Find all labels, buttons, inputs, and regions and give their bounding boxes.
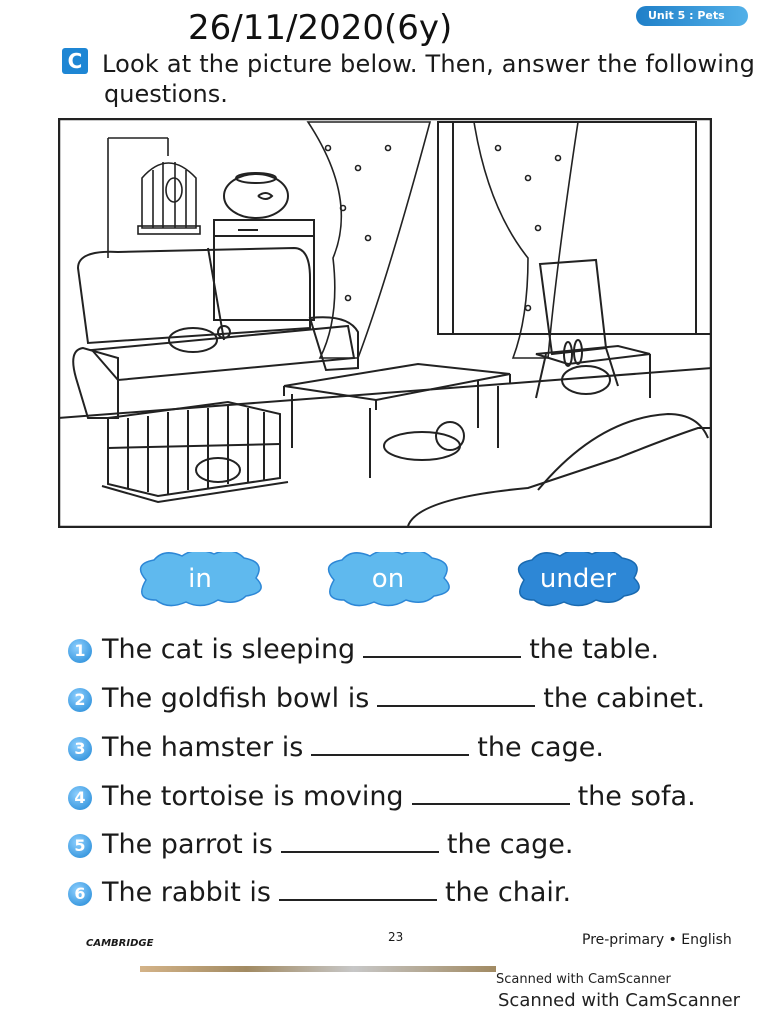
scanner-watermark-large: Scanned with CamScanner: [498, 990, 741, 1011]
question-4: [68, 777, 696, 817]
answer-blank[interactable]: [412, 777, 570, 805]
hamster-icon: [196, 458, 240, 482]
table: [284, 364, 510, 478]
unit-tag: Unit 5 : Pets: [636, 6, 748, 26]
word-on: on: [371, 564, 405, 594]
question-text: the cage.: [446, 829, 574, 860]
living-room-illustration: [58, 118, 712, 528]
question-number: 3: [68, 737, 92, 761]
answer-blank[interactable]: [281, 825, 439, 853]
cat-icon: [384, 422, 464, 460]
word-cloud-under: [504, 552, 652, 608]
question-text: the cabinet.: [543, 683, 706, 714]
question-number: 4: [68, 786, 92, 810]
question-text: The parrot is: [102, 829, 273, 860]
question-text: The cat is sleeping: [102, 634, 356, 665]
question-text: the sofa.: [577, 781, 696, 812]
question-text: The goldfish bowl is: [102, 683, 370, 714]
answer-blank[interactable]: [363, 630, 521, 658]
answer-blank[interactable]: [377, 679, 535, 707]
instruction-line-2: questions.: [104, 80, 228, 108]
question-text: the chair.: [444, 877, 572, 908]
word-under: under: [539, 564, 617, 594]
handwritten-date: 26/11/2020(6y): [188, 8, 453, 48]
page-number: 23: [388, 930, 404, 944]
question-number: 1: [68, 639, 92, 663]
word-in: in: [188, 564, 212, 594]
section-badge: C: [62, 48, 88, 74]
instruction-line-1: Look at the picture below. Then, answer the following: [102, 50, 756, 78]
goldfish-bowl: [224, 173, 288, 218]
question-3: [68, 728, 604, 768]
question-number: 6: [68, 882, 92, 906]
question-2: [68, 679, 705, 719]
question-6: [68, 873, 571, 913]
question-number: 5: [68, 834, 92, 858]
question-text: The rabbit is: [102, 877, 271, 908]
word-cloud-on: [314, 552, 462, 608]
question-text: The tortoise is moving: [102, 781, 404, 812]
series-label: Pre-primary • English: [582, 932, 732, 948]
question-text: the cage.: [477, 732, 604, 763]
hamster-cage: [102, 402, 288, 502]
question-number: 2: [68, 688, 92, 712]
sofa: [73, 248, 358, 418]
question-text: the table.: [529, 634, 660, 665]
answer-blank[interactable]: [311, 728, 469, 756]
publisher-logo: CAMBRIDGE: [86, 938, 154, 949]
answer-blank[interactable]: [279, 873, 437, 901]
question-1: [68, 630, 659, 670]
word-cloud-in: [126, 552, 274, 608]
armchair: [408, 414, 712, 526]
parrot-icon: [166, 178, 182, 202]
question-text: The hamster is: [102, 732, 304, 763]
birdcage: [108, 138, 200, 258]
question-5: [68, 825, 574, 865]
cabinet: [214, 220, 314, 320]
scanner-watermark-small: Scanned with CamScanner: [496, 972, 671, 987]
window: [438, 122, 712, 334]
page-edge-strip: [140, 966, 496, 972]
